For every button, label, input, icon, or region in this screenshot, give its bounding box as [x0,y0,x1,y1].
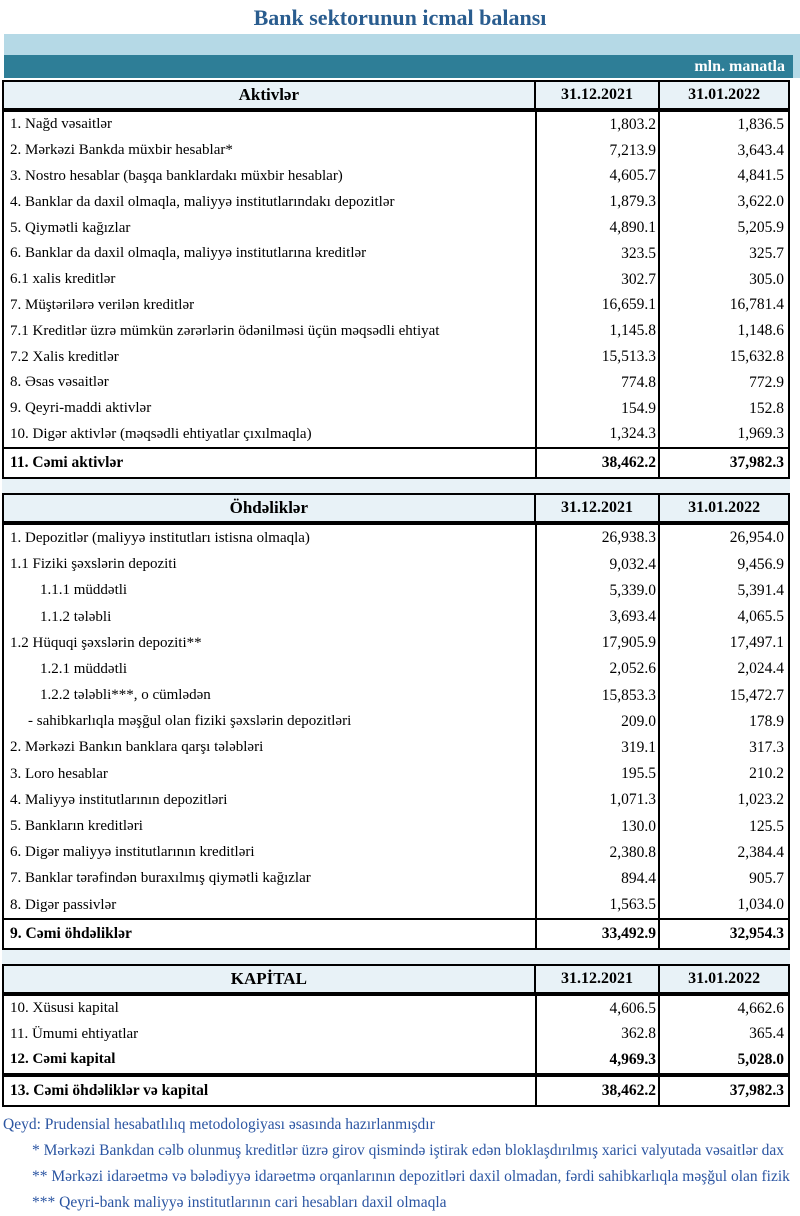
table-row [4,215,788,241]
table-row [4,241,788,267]
row-label: 2. Mərkəzi Bankın banklara qarşı tələbləri [10,739,264,756]
column-header-date2: 31.01.2022 [658,82,788,108]
row-label: 1.2.2 tələbli***, o cümlədən [40,687,211,704]
row-label: 8. Digər passivlər [10,896,117,913]
row-value-date1: 15,513.3 [535,344,658,370]
row-label: - sahibkarlıqla məşğul olan fiziki şəxslərin depozitləri [28,713,352,730]
row-value-date1: 5,339.0 [535,578,658,604]
row-value-date2: 9,456.9 [658,552,786,578]
row-label: 1. Depozitlər (maliyyə institutları istisna olmaqla) [10,529,310,546]
table-row [4,656,788,682]
table-row [4,578,788,604]
assets-table [2,110,790,479]
row-label: 4. Banklar da daxil olmaqla, maliyyə institutlarındakı depozitlər [10,193,395,210]
row-label: 6. Digər maliyyə institutlarının kreditləri [10,844,255,861]
banner-teal-wrap [4,55,800,78]
column-header-date1: 31.12.2021 [534,966,659,992]
table-row [4,189,788,215]
table-row [4,813,788,839]
row-value-date1: 1,563.5 [535,892,658,918]
row-value-date2: 325.7 [658,241,786,267]
footnote-star2: ** Mərkəzi idarəetmə və bələdiyyə idarəetmə orqanlarının depozitləri daxil olmadan, fərdi sahibkarlıqla məşğul olan fizik [32,1167,790,1185]
row-value-date1: 302.7 [535,267,658,293]
table-row [4,709,788,735]
row-value-date1: 9,032.4 [535,552,658,578]
total-value-date1: 38,462.2 [535,1077,658,1105]
capital-table [2,994,790,1075]
row-value-date2: 15,632.8 [658,344,786,370]
row-label: 1.1.2 tələbli [40,608,112,625]
row-label: 10. Xüsusi kapital [10,1000,119,1017]
row-label: 1.2 Hüquqi şəxslərin depoziti** [10,634,202,651]
table-row [4,422,788,448]
row-value-date1: 774.8 [535,370,658,396]
row-value-date2: 4,065.5 [658,604,786,630]
row-value-date2: 5,205.9 [658,215,786,241]
total-label: 13. Cəmi öhdəliklər və kapital [10,1081,209,1099]
table-row [4,761,788,787]
row-label: 1.2.1 müddətli [40,660,128,677]
row-value-date1: 3,693.4 [535,604,658,630]
capital-body [4,996,788,1073]
row-value-date1: 209.0 [535,709,658,735]
row-label: 2. Mərkəzi Bankda müxbir hesablar* [10,142,233,159]
assets-section-title: Aktivlər [238,85,300,104]
row-value-date2: 210.2 [658,761,786,787]
row-value-date2: 17,497.1 [658,630,786,656]
row-value-date2: 5,028.0 [658,1047,786,1073]
unit-label: mln. manatla [694,58,785,75]
row-value-date2: 178.9 [658,709,786,735]
banner-light-stripe [4,34,800,55]
row-value-date1: 195.5 [535,761,658,787]
table-row [4,396,788,422]
total-label: 9. Cəmi öhdəliklər [10,925,132,943]
page-title: Bank sektorunun icmal balansı [253,5,547,30]
footnote-note: Qeyd: Prudensial hesabatlılıq metodologiyası əsasında hazırlanmışdır [3,1115,435,1133]
assets-total-row [4,447,788,477]
footnotes [0,1107,800,1216]
total-value-date2: 32,954.3 [658,920,786,948]
grand-total-table [2,1075,790,1107]
row-label: 1.1 Fiziki şəxslərin depoziti [10,556,177,573]
table-row [4,370,788,396]
row-value-date2: 1,148.6 [658,318,786,344]
row-value-date1: 16,659.1 [535,293,658,319]
row-label: 7.2 Xalis kreditlər [10,348,119,365]
table-row [4,604,788,630]
row-value-date2: 905.7 [658,866,786,892]
row-value-date2: 26,954.0 [658,525,786,551]
table-row [4,1022,788,1048]
row-value-date2: 2,024.4 [658,656,786,682]
column-header-date1: 31.12.2021 [534,495,659,521]
top-banner [0,34,800,78]
table-row [4,840,788,866]
assets-body [4,112,788,447]
liabilities-total-row [4,918,788,948]
row-value-date1: 2,052.6 [535,656,658,682]
row-value-date1: 2,380.8 [535,840,658,866]
table-row [4,630,788,656]
row-label: 9. Qeyri-maddi aktivlər [10,400,152,417]
row-value-date1: 1,145.8 [535,318,658,344]
row-label: 3. Nostro hesablar (başqa banklardakı müxbir hesablar) [10,167,343,184]
row-value-date2: 16,781.4 [658,293,786,319]
row-value-date2: 125.5 [658,813,786,839]
liabilities-section-title: Öhdəliklər [229,498,309,518]
row-label: 6. Banklar da daxil olmaqla, maliyyə institutlarına kreditlər [10,245,367,262]
row-value-date2: 1,034.0 [658,892,786,918]
column-header-date1: 31.12.2021 [534,82,659,108]
row-label: 5. Qiymətli kağızlar [10,219,131,236]
row-label: 11. Ümumi ehtiyatlar [10,1025,139,1042]
row-value-date1: 154.9 [535,396,658,422]
table-row [4,318,788,344]
total-value-date1: 38,462.2 [535,449,658,477]
section-divider [2,950,790,964]
table-row [4,866,788,892]
liabilities-table [2,523,790,950]
grand-total-row [4,1077,788,1105]
row-value-date1: 130.0 [535,813,658,839]
row-value-date2: 1,836.5 [658,112,786,138]
row-value-date1: 4,890.1 [535,215,658,241]
table-row [4,344,788,370]
table-row [4,267,788,293]
table-row [4,1047,788,1073]
table-row [4,112,788,138]
row-value-date1: 319.1 [535,735,658,761]
row-value-date2: 1,023.2 [658,787,786,813]
row-value-date1: 362.8 [535,1022,658,1048]
row-value-date1: 4,605.7 [535,164,658,190]
row-value-date2: 3,643.4 [658,138,786,164]
row-value-date2: 4,662.6 [658,996,786,1022]
table-row [4,552,788,578]
row-value-date1: 1,071.3 [535,787,658,813]
row-value-date1: 1,803.2 [535,112,658,138]
row-value-date1: 7,213.9 [535,138,658,164]
banner-teal-stripe [4,55,793,78]
row-value-date2: 772.9 [658,370,786,396]
table-row [4,996,788,1022]
row-value-date2: 2,384.4 [658,840,786,866]
total-label: 11. Cəmi aktivlər [10,454,124,472]
row-value-date2: 1,969.3 [658,422,786,448]
table-row [4,787,788,813]
row-label: 1. Nağd vəsaitlər [10,116,113,133]
row-value-date2: 152.8 [658,396,786,422]
table-row [4,735,788,761]
footnote-star1: * Mərkəzi Bankdan cəlb olunmuş kreditlər üzrə girov qismində iştirak edən bloklaşdırılmış xarici valyutada vəsaitlər dax [32,1141,784,1159]
table-row [4,164,788,190]
table-row [4,682,788,708]
row-value-date2: 305.0 [658,267,786,293]
row-label: 5. Bankların kreditləri [10,818,143,835]
column-header-date2: 31.01.2022 [658,495,788,521]
row-value-date1: 1,879.3 [535,189,658,215]
liabilities-header-row [2,493,790,523]
row-value-date2: 317.3 [658,735,786,761]
table-row [4,892,788,918]
capital-header-row [2,964,790,994]
row-label: 8. Əsas vəsaitlər [10,374,109,391]
row-value-date1: 26,938.3 [535,525,658,551]
total-value-date2: 37,982.3 [658,449,786,477]
row-value-date1: 4,606.5 [535,996,658,1022]
row-label: 1.1.1 müddətli [40,582,128,599]
column-header-date2: 31.01.2022 [658,966,788,992]
row-value-date1: 1,324.3 [535,422,658,448]
row-value-date2: 15,472.7 [658,682,786,708]
row-label: 7. Müştərilərə verilən kreditlər [10,296,195,313]
row-value-date1: 894.4 [535,866,658,892]
capital-section-title: KAPİTAL [230,969,307,989]
table-row [4,293,788,319]
row-value-date2: 4,841.5 [658,164,786,190]
row-label: 4. Maliyyə institutlarının depozitləri [10,791,228,808]
row-value-date1: 17,905.9 [535,630,658,656]
total-value-date2: 37,982.3 [658,1077,786,1105]
row-label: 7.1 Kreditlər üzrə mümkün zərərlərin ödənilməsi üçün məqsədli ehtiyat [10,322,440,339]
total-value-date1: 33,492.9 [535,920,658,948]
table-row [4,138,788,164]
row-label: 3. Loro hesablar [10,765,108,782]
liabilities-body [4,525,788,918]
footnote-star3: *** Qeyri-bank maliyyə institutlarının cari hesabları daxil olmaqla [32,1193,447,1211]
row-label: 7. Banklar tərəfindən buraxılmış qiymətli kağızlar [10,870,311,887]
row-label: 10. Digər aktivlər (məqsədli ehtiyatlar çıxılmaqla) [10,425,312,442]
row-value-date1: 4,969.3 [535,1047,658,1073]
assets-header-row [2,80,790,110]
row-label: 12. Cəmi kapital [10,1051,116,1068]
row-value-date1: 15,853.3 [535,682,658,708]
section-divider [2,479,790,493]
row-value-date2: 5,391.4 [658,578,786,604]
table-row [4,525,788,551]
row-label: 6.1 xalis kreditlər [10,271,116,288]
row-value-date2: 365.4 [658,1022,786,1048]
row-value-date2: 3,622.0 [658,189,786,215]
row-value-date1: 323.5 [535,241,658,267]
